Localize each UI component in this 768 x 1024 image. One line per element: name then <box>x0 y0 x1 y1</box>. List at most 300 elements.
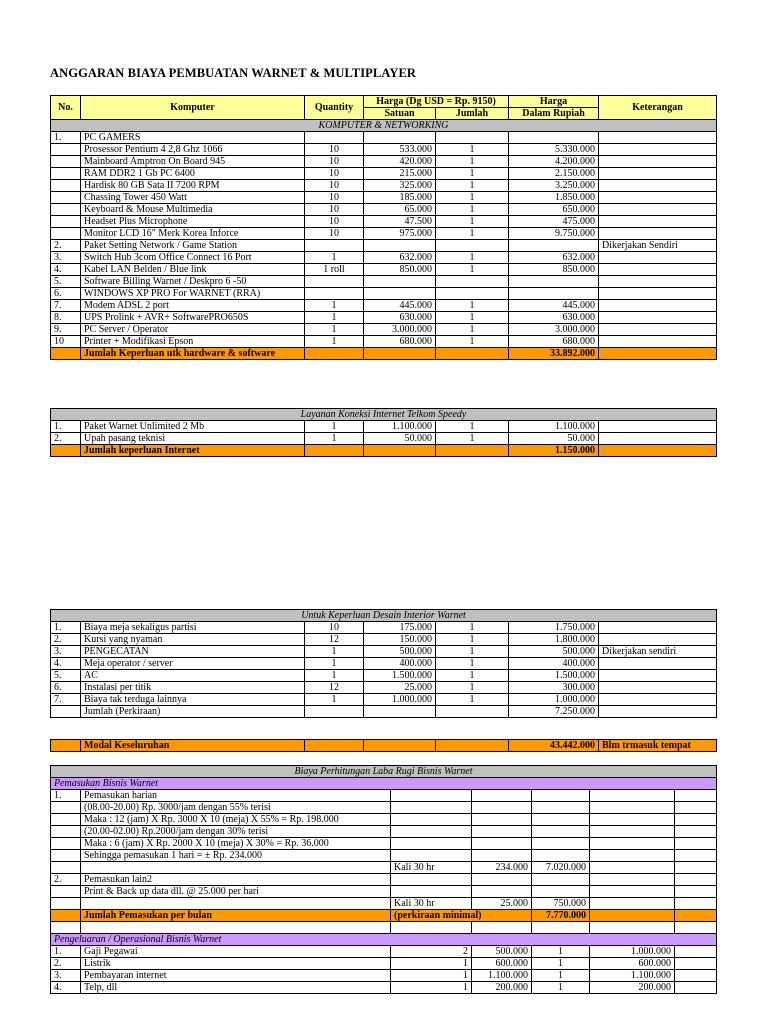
row-multiplier <box>391 874 472 886</box>
row-monthly-value <box>532 802 590 814</box>
row-price-rupiah: 4.200.000 <box>509 156 599 168</box>
empty-cell <box>436 348 509 360</box>
empty-cell <box>675 850 717 862</box>
table-row <box>51 433 717 445</box>
row-note <box>599 180 717 192</box>
row-note <box>599 252 717 264</box>
total-label: Jumlah Keperluan utk hardware & software <box>81 348 305 360</box>
row-number: 2. <box>51 634 81 646</box>
row-note <box>599 168 717 180</box>
empty-cell <box>51 348 81 360</box>
row-item: Jumlah (Perkiraan) <box>81 706 305 718</box>
row-price-rupiah: 1.100.000 <box>509 421 599 433</box>
empty-cell <box>364 348 436 360</box>
empty-cell <box>599 348 717 360</box>
table-row <box>51 324 717 336</box>
row-unit-price: 65.000 <box>364 204 436 216</box>
row-number: 3. <box>51 252 81 264</box>
row-unit-price: 632.000 <box>364 252 436 264</box>
row-count: 1 <box>436 144 509 156</box>
row-description: Pemasukan harian <box>81 790 391 802</box>
row-price-rupiah: 680.000 <box>509 336 599 348</box>
row-monthly-value <box>532 874 590 886</box>
row-description: Pembayaran internet <box>81 970 391 982</box>
row-number <box>51 168 81 180</box>
empty-cell <box>675 982 717 994</box>
row-count: 1 <box>436 192 509 204</box>
row-note <box>599 421 717 433</box>
row-number: 7. <box>51 694 81 706</box>
row-note <box>599 324 717 336</box>
row-item: Biaya meja sekaligus partisi <box>81 622 305 634</box>
row-number: 6. <box>51 682 81 694</box>
section-title-row <box>51 766 717 778</box>
header-no: No. <box>51 96 81 120</box>
row-number <box>51 850 81 862</box>
row-daily-value <box>472 886 532 898</box>
row-daily-value <box>472 826 532 838</box>
empty-cell <box>599 445 717 457</box>
row-daily-value <box>472 814 532 826</box>
row-item: Mainboard Amptron On Board 945 <box>81 156 305 168</box>
row-note <box>599 433 717 445</box>
row-daily-value <box>472 802 532 814</box>
row-price-rupiah: 50.000 <box>509 433 599 445</box>
header-satuan: Satuan <box>364 108 436 120</box>
table-row <box>51 898 717 910</box>
row-quantity: 1 <box>305 252 364 264</box>
row-price-rupiah: 5.330.000 <box>509 144 599 156</box>
row-monthly-value <box>532 826 590 838</box>
empty-cell <box>305 445 364 457</box>
row-unit-price: 325.000 <box>364 180 436 192</box>
total-row <box>51 348 717 360</box>
row-multiplier <box>391 838 472 850</box>
row-item: Keyboard & Mouse Multimedia <box>81 204 305 216</box>
row-count: 1 <box>436 156 509 168</box>
total-label: Jumlah keperluan Internet <box>81 445 305 457</box>
pemasukan-title-row <box>51 778 717 790</box>
total-value: 1.150.000 <box>509 445 599 457</box>
row-note <box>599 144 717 156</box>
header-keterangan: Keterangan <box>599 96 717 120</box>
row-price-rupiah: 3.000.000 <box>509 324 599 336</box>
table-row <box>51 790 717 802</box>
row-unit-price: 630.000 <box>364 312 436 324</box>
row-number <box>51 886 81 898</box>
table-row <box>51 874 717 886</box>
row-quantity <box>305 240 364 252</box>
empty-cell <box>675 970 717 982</box>
row-number: 1. <box>51 421 81 433</box>
row-monthly-value <box>532 850 590 862</box>
row-price-rupiah: 1.800.000 <box>509 634 599 646</box>
row-price-rupiah: 1.850.000 <box>509 192 599 204</box>
row-number: 5. <box>51 276 81 288</box>
row-number <box>51 706 81 718</box>
row-number: 2. <box>51 958 81 970</box>
row-count <box>436 276 509 288</box>
row-note <box>599 670 717 682</box>
row-monthly-value: 7.020.000 <box>532 862 590 874</box>
modal-value: 43.442.000 <box>509 740 599 752</box>
row-note <box>599 156 717 168</box>
row-unit-price: 975.000 <box>364 228 436 240</box>
table-row <box>51 946 717 958</box>
table-row <box>51 814 717 826</box>
row-unit-price <box>364 240 436 252</box>
row-number: 4. <box>51 658 81 670</box>
row-number: 8. <box>51 312 81 324</box>
row-unit-price: 25.000 <box>364 682 436 694</box>
table-row <box>51 862 717 874</box>
row-quantity <box>305 132 364 144</box>
row-extra <box>590 862 675 874</box>
row-count: 1 <box>532 970 590 982</box>
row-count: 1 <box>436 694 509 706</box>
section-title-row <box>51 610 717 622</box>
row-note <box>599 634 717 646</box>
row-unit-price: 850.000 <box>364 264 436 276</box>
modal-label: Modal Keseluruhan <box>81 740 305 752</box>
empty-cell <box>675 838 717 850</box>
table-row <box>51 156 717 168</box>
header-komputer: Komputer <box>81 96 305 120</box>
row-description <box>81 898 391 910</box>
table-row <box>51 850 717 862</box>
row-number <box>51 204 81 216</box>
spacer-row <box>51 922 717 934</box>
row-multiplier <box>391 814 472 826</box>
table-row <box>51 264 717 276</box>
row-number <box>51 814 81 826</box>
pemasukan-total-label: Jumlah Pemasukan per bulan <box>81 910 391 922</box>
row-count: 1 <box>436 204 509 216</box>
row-unit-price: 445.000 <box>364 300 436 312</box>
empty-cell <box>305 348 364 360</box>
row-note <box>599 682 717 694</box>
row-price-rupiah: 1.500.000 <box>509 670 599 682</box>
empty-cell <box>532 922 590 934</box>
modal-total-row <box>51 740 717 752</box>
row-item: PC Server / Operator <box>81 324 305 336</box>
row-unit-price: 533.000 <box>364 144 436 156</box>
table-row <box>51 144 717 156</box>
row-number: 3. <box>51 646 81 658</box>
pemasukan-title: Pemasukan Bisnis Warnet <box>51 778 717 790</box>
row-item: AC <box>81 670 305 682</box>
table-row <box>51 132 717 144</box>
row-quantity: 1 <box>391 982 472 994</box>
row-unit-price: 1.100.000 <box>364 421 436 433</box>
row-item: Software Billing Warnet / Deskpro 6 -50 <box>81 276 305 288</box>
row-multiplier <box>391 790 472 802</box>
row-quantity: 12 <box>305 682 364 694</box>
empty-cell <box>590 922 675 934</box>
row-number: 1. <box>51 132 81 144</box>
table-row <box>51 826 717 838</box>
row-unit-price: 185.000 <box>364 192 436 204</box>
row-quantity: 10 <box>305 180 364 192</box>
row-unit-price: 150.000 <box>364 634 436 646</box>
row-price-rupiah: 2.150.000 <box>509 168 599 180</box>
empty-cell <box>675 814 717 826</box>
table-row <box>51 682 717 694</box>
row-item: Headset Plus Microphone <box>81 216 305 228</box>
row-quantity: 1 <box>305 421 364 433</box>
row-count: 1 <box>532 958 590 970</box>
row-daily-value: 25.000 <box>472 898 532 910</box>
empty-cell <box>590 910 675 922</box>
row-count: 1 <box>436 682 509 694</box>
row-price-rupiah: 632.000 <box>509 252 599 264</box>
row-count: 1 <box>436 324 509 336</box>
table-row <box>51 336 717 348</box>
table-row <box>51 300 717 312</box>
row-unit-price: 500.000 <box>472 946 532 958</box>
table-row <box>51 982 717 994</box>
header-dalam-rupiah: Dalam Rupiah <box>509 108 599 120</box>
row-description: (20.00-02.00) Rp.2000/jam dengan 30% terisi <box>81 826 391 838</box>
row-description: Maka : 6 (jam) X Rp. 2000 X 10 (meja) X 30% = Rp. 36.000 <box>81 838 391 850</box>
row-count: 1 <box>532 946 590 958</box>
row-count: 1 <box>436 336 509 348</box>
row-quantity: 10 <box>305 144 364 156</box>
row-quantity <box>305 706 364 718</box>
row-monthly-value: 750.000 <box>532 898 590 910</box>
row-quantity: 12 <box>305 634 364 646</box>
table-row <box>51 706 717 718</box>
row-count: 1 <box>436 300 509 312</box>
header-harga: Harga <box>509 96 599 108</box>
empty-cell <box>436 445 509 457</box>
table-row <box>51 970 717 982</box>
row-count: 1 <box>436 180 509 192</box>
row-number: 2. <box>51 433 81 445</box>
row-note <box>599 132 717 144</box>
row-count: 1 <box>532 982 590 994</box>
empty-cell <box>675 802 717 814</box>
row-price-rupiah: 1.000.000 <box>509 694 599 706</box>
row-unit-price <box>364 288 436 300</box>
row-unit-price <box>364 132 436 144</box>
row-quantity: 1 <box>305 658 364 670</box>
row-item: Prosessor Pentium 4 2,8 Ghz 1066 <box>81 144 305 156</box>
row-price-rupiah: 1.000.000 <box>590 946 675 958</box>
row-daily-value <box>472 850 532 862</box>
table-row <box>51 276 717 288</box>
row-unit-price: 175.000 <box>364 622 436 634</box>
row-quantity: 10 <box>305 204 364 216</box>
row-number <box>51 826 81 838</box>
row-quantity <box>305 288 364 300</box>
row-unit-price <box>364 276 436 288</box>
row-number <box>51 156 81 168</box>
empty-cell <box>675 958 717 970</box>
row-price-rupiah: 1.750.000 <box>509 622 599 634</box>
row-multiplier <box>391 802 472 814</box>
row-item: PENGECATAN <box>81 646 305 658</box>
row-price-rupiah: 1.100.000 <box>590 970 675 982</box>
total-value: 33.892.000 <box>509 348 599 360</box>
table-row <box>51 192 717 204</box>
empty-cell <box>675 946 717 958</box>
empty-cell <box>675 910 717 922</box>
row-description: Gaji Pegawai <box>81 946 391 958</box>
row-item: Hardisk 80 GB Sata II 7200 RPM <box>81 180 305 192</box>
budget-table-internet <box>50 408 717 457</box>
row-quantity: 10 <box>305 228 364 240</box>
empty-cell <box>675 826 717 838</box>
row-item: Switch Hub 3com Office Connect 16 Port <box>81 252 305 264</box>
row-quantity: 1 <box>305 646 364 658</box>
row-multiplier <box>391 850 472 862</box>
row-number <box>51 898 81 910</box>
row-note <box>599 288 717 300</box>
row-number: 9. <box>51 324 81 336</box>
section-title-row <box>51 409 717 421</box>
row-monthly-value <box>532 838 590 850</box>
row-unit-price: 1.500.000 <box>364 670 436 682</box>
row-note <box>599 264 717 276</box>
row-number: 10 <box>51 336 81 348</box>
row-description: (08.00-20.00) Rp. 3000/jam dengan 55% terisi <box>81 802 391 814</box>
row-quantity: 1 <box>305 694 364 706</box>
section-title: Untuk Keperluan Desain Interior Warnet <box>51 610 717 622</box>
row-item: Biaya tak terduga lainnya <box>81 694 305 706</box>
row-count <box>436 706 509 718</box>
row-number <box>51 802 81 814</box>
row-extra <box>590 838 675 850</box>
row-extra <box>590 898 675 910</box>
table-row <box>51 204 717 216</box>
row-count: 1 <box>436 634 509 646</box>
row-extra <box>590 850 675 862</box>
row-count: 1 <box>436 216 509 228</box>
row-daily-value: 234.000 <box>472 862 532 874</box>
row-number: 6. <box>51 288 81 300</box>
row-item: UPS Prolink + AVR+ SoftwarePRO650S <box>81 312 305 324</box>
row-extra <box>590 874 675 886</box>
row-quantity: 1 <box>305 433 364 445</box>
row-monthly-value <box>532 814 590 826</box>
empty-cell <box>675 886 717 898</box>
table-row <box>51 958 717 970</box>
row-extra <box>590 826 675 838</box>
row-number: 1. <box>51 946 81 958</box>
table-row <box>51 670 717 682</box>
row-number <box>51 192 81 204</box>
row-note <box>599 216 717 228</box>
row-count: 1 <box>436 622 509 634</box>
table-header-row <box>51 96 717 108</box>
row-count: 1 <box>436 312 509 324</box>
table-row <box>51 886 717 898</box>
row-count: 1 <box>436 252 509 264</box>
row-extra <box>590 886 675 898</box>
row-item: Paket Warnet Unlimited 2 Mb <box>81 421 305 433</box>
row-number: 5. <box>51 670 81 682</box>
row-number: 7. <box>51 300 81 312</box>
row-item: Paket Setting Network / Game Station <box>81 240 305 252</box>
empty-cell <box>675 898 717 910</box>
table-row <box>51 421 717 433</box>
row-quantity: 1 <box>305 324 364 336</box>
row-quantity: 10 <box>305 168 364 180</box>
row-monthly-value <box>532 886 590 898</box>
row-number <box>51 838 81 850</box>
row-item: RAM DDR2 1 Gb PC 6400 <box>81 168 305 180</box>
row-number <box>51 862 81 874</box>
header-quantity: Quantity <box>305 96 364 120</box>
row-unit-price: 600.000 <box>472 958 532 970</box>
empty-cell <box>364 445 436 457</box>
row-quantity <box>305 276 364 288</box>
row-price-rupiah: 630.000 <box>509 312 599 324</box>
section-title: Layanan Koneksi Internet Telkom Speedy <box>51 409 717 421</box>
row-note <box>599 204 717 216</box>
row-quantity: 2 <box>391 946 472 958</box>
row-extra <box>590 802 675 814</box>
row-unit-price: 680.000 <box>364 336 436 348</box>
row-quantity: 1 <box>305 336 364 348</box>
row-item: Modem ADSL 2 port <box>81 300 305 312</box>
row-quantity: 10 <box>305 622 364 634</box>
row-daily-value <box>472 790 532 802</box>
row-unit-price: 1.100.000 <box>472 970 532 982</box>
table-row <box>51 658 717 670</box>
row-count: 1 <box>436 421 509 433</box>
row-unit-price: 47.500 <box>364 216 436 228</box>
empty-cell <box>51 910 81 922</box>
section-title: KOMPUTER & NETWORKING <box>51 120 717 132</box>
table-row <box>51 646 717 658</box>
row-multiplier: Kali 30 hr <box>391 862 472 874</box>
row-price-rupiah: 850.000 <box>509 264 599 276</box>
row-item: Chassing Tower 450 Watt <box>81 192 305 204</box>
row-quantity: 1 <box>391 958 472 970</box>
row-number: 2. <box>51 240 81 252</box>
row-price-rupiah: 9.750.000 <box>509 228 599 240</box>
row-item: Meja operator / server <box>81 658 305 670</box>
row-count <box>436 132 509 144</box>
modal-total-table <box>50 739 717 752</box>
table-row <box>51 252 717 264</box>
row-price-rupiah: 7.250.000 <box>509 706 599 718</box>
row-note <box>599 300 717 312</box>
total-row <box>51 445 717 457</box>
row-description: Pemasukan lain2 <box>81 874 391 886</box>
row-unit-price: 420.000 <box>364 156 436 168</box>
table-row <box>51 240 717 252</box>
row-note <box>599 706 717 718</box>
row-item: Upah pasang teknisi <box>81 433 305 445</box>
empty-cell <box>675 922 717 934</box>
row-quantity: 10 <box>305 216 364 228</box>
row-note <box>599 622 717 634</box>
row-note <box>599 228 717 240</box>
row-extra <box>590 790 675 802</box>
row-item: Printer + Modifikasi Epson <box>81 336 305 348</box>
row-price-rupiah: 300.000 <box>509 682 599 694</box>
row-price-rupiah <box>509 132 599 144</box>
empty-cell <box>675 862 717 874</box>
row-number: 2. <box>51 874 81 886</box>
row-note <box>599 192 717 204</box>
empty-cell <box>391 922 472 934</box>
table-row <box>51 228 717 240</box>
row-unit-price: 215.000 <box>364 168 436 180</box>
